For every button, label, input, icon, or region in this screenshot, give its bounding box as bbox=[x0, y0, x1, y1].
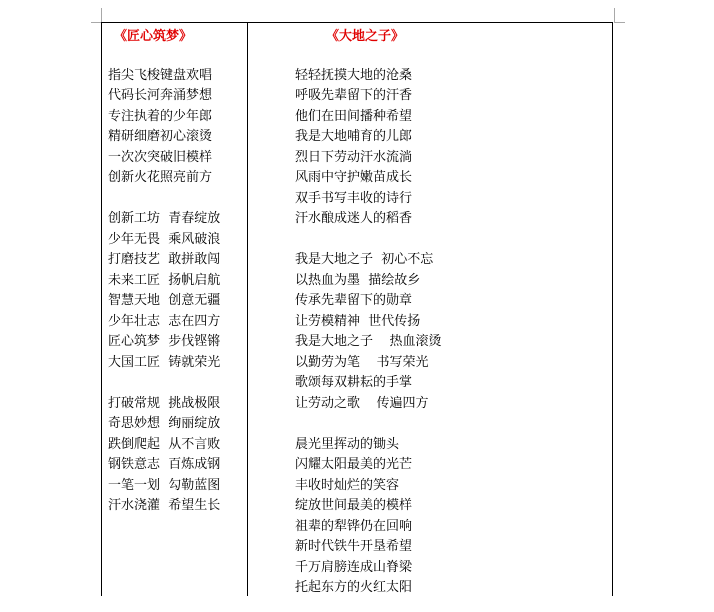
left-poem-line: 精研细磨初心滚烫 bbox=[108, 129, 213, 144]
right-poem-line: 双手书写丰收的诗行 bbox=[295, 191, 413, 206]
right-poem-line: 新时代铁牛开垦希望 bbox=[295, 539, 413, 554]
left-poem-line: 专注执着的少年郎 bbox=[108, 109, 213, 124]
right-poem-line: 托起东方的火红太阳 bbox=[295, 580, 413, 595]
right-poem-line: 晨光里挥动的锄头 bbox=[295, 437, 400, 452]
right-poem-line: 呼吸先辈留下的汗香 bbox=[295, 88, 413, 103]
left-poem-line: 钢铁意志 百炼成钢 bbox=[108, 457, 221, 472]
left-poem-line: 跌倒爬起 从不言败 bbox=[108, 437, 221, 452]
column-divider bbox=[247, 23, 248, 596]
right-poem-line: 以勤劳为笔 书写荣光 bbox=[295, 355, 429, 370]
right-poem-line: 歌颂每双耕耘的手掌 bbox=[295, 375, 413, 390]
right-poem-line: 丰收时灿烂的笑容 bbox=[295, 478, 400, 493]
left-poem-line: 指尖飞梭键盘欢唱 bbox=[108, 68, 213, 83]
right-poem-line: 闪耀太阳最美的光芒 bbox=[295, 457, 413, 472]
left-poem-line: 少年无畏 乘风破浪 bbox=[108, 232, 221, 247]
left-poem-line: 打破常规 挑战极限 bbox=[108, 396, 221, 411]
left-poem-line: 奇思妙想 绚丽绽放 bbox=[108, 416, 221, 431]
right-poem-line: 以热血为墨 描绘故乡 bbox=[295, 273, 421, 288]
left-poem-line: 智慧天地 创意无疆 bbox=[108, 293, 221, 308]
left-poem-line: 大国工匠 铸就荣光 bbox=[108, 355, 221, 370]
right-poem-line: 我是大地之子 初心不忘 bbox=[295, 252, 434, 267]
left-poem-line: 一次次突破旧模样 bbox=[108, 150, 213, 165]
left-poem-line: 打磨技艺 敢拼敢闯 bbox=[108, 252, 221, 267]
left-poem-title: 《匠心筑梦》 bbox=[114, 29, 193, 44]
right-poem-line: 我是大地之子 热血滚烫 bbox=[295, 334, 442, 349]
right-poem-line: 千万肩膀连成山脊梁 bbox=[295, 560, 413, 575]
page-corner-mark-left bbox=[91, 8, 102, 23]
right-poem-title: 《大地之子》 bbox=[326, 29, 405, 44]
right-poem-line: 汗水酿成迷人的稻香 bbox=[295, 211, 413, 226]
left-poem-line: 少年壮志 志在四方 bbox=[108, 314, 221, 329]
right-poem-line: 风雨中守护嫩苗成长 bbox=[295, 170, 413, 185]
right-poem-line: 让劳动之歌 传遍四方 bbox=[295, 396, 429, 411]
right-poem-line: 轻轻抚摸大地的沧桑 bbox=[295, 68, 413, 83]
left-poem-line: 未来工匠 扬帆启航 bbox=[108, 273, 221, 288]
poem-table bbox=[101, 22, 613, 596]
left-poem-line: 代码长河奔涌梦想 bbox=[108, 88, 213, 103]
page-corner-mark-right bbox=[614, 8, 625, 23]
left-poem-line: 创新工坊 青春绽放 bbox=[108, 211, 221, 226]
right-poem-line: 烈日下劳动汗水流淌 bbox=[295, 150, 413, 165]
right-poem-line: 让劳模精神 世代传扬 bbox=[295, 314, 421, 329]
right-poem-line: 他们在田间播种希望 bbox=[295, 109, 413, 124]
left-poem-line: 汗水浇灌 希望生长 bbox=[108, 498, 221, 513]
right-poem-line: 传承先辈留下的勋章 bbox=[295, 293, 413, 308]
right-poem-line: 绽放世间最美的模样 bbox=[295, 498, 413, 513]
left-poem-line: 匠心筑梦 步伐铿锵 bbox=[108, 334, 221, 349]
right-poem-line: 我是大地哺育的儿郎 bbox=[295, 129, 413, 144]
left-poem-line: 创新火花照亮前方 bbox=[108, 170, 213, 185]
right-poem-line: 祖辈的犁铧仍在回响 bbox=[295, 519, 413, 534]
left-poem-line: 一笔一划 勾勒蓝图 bbox=[108, 478, 221, 493]
